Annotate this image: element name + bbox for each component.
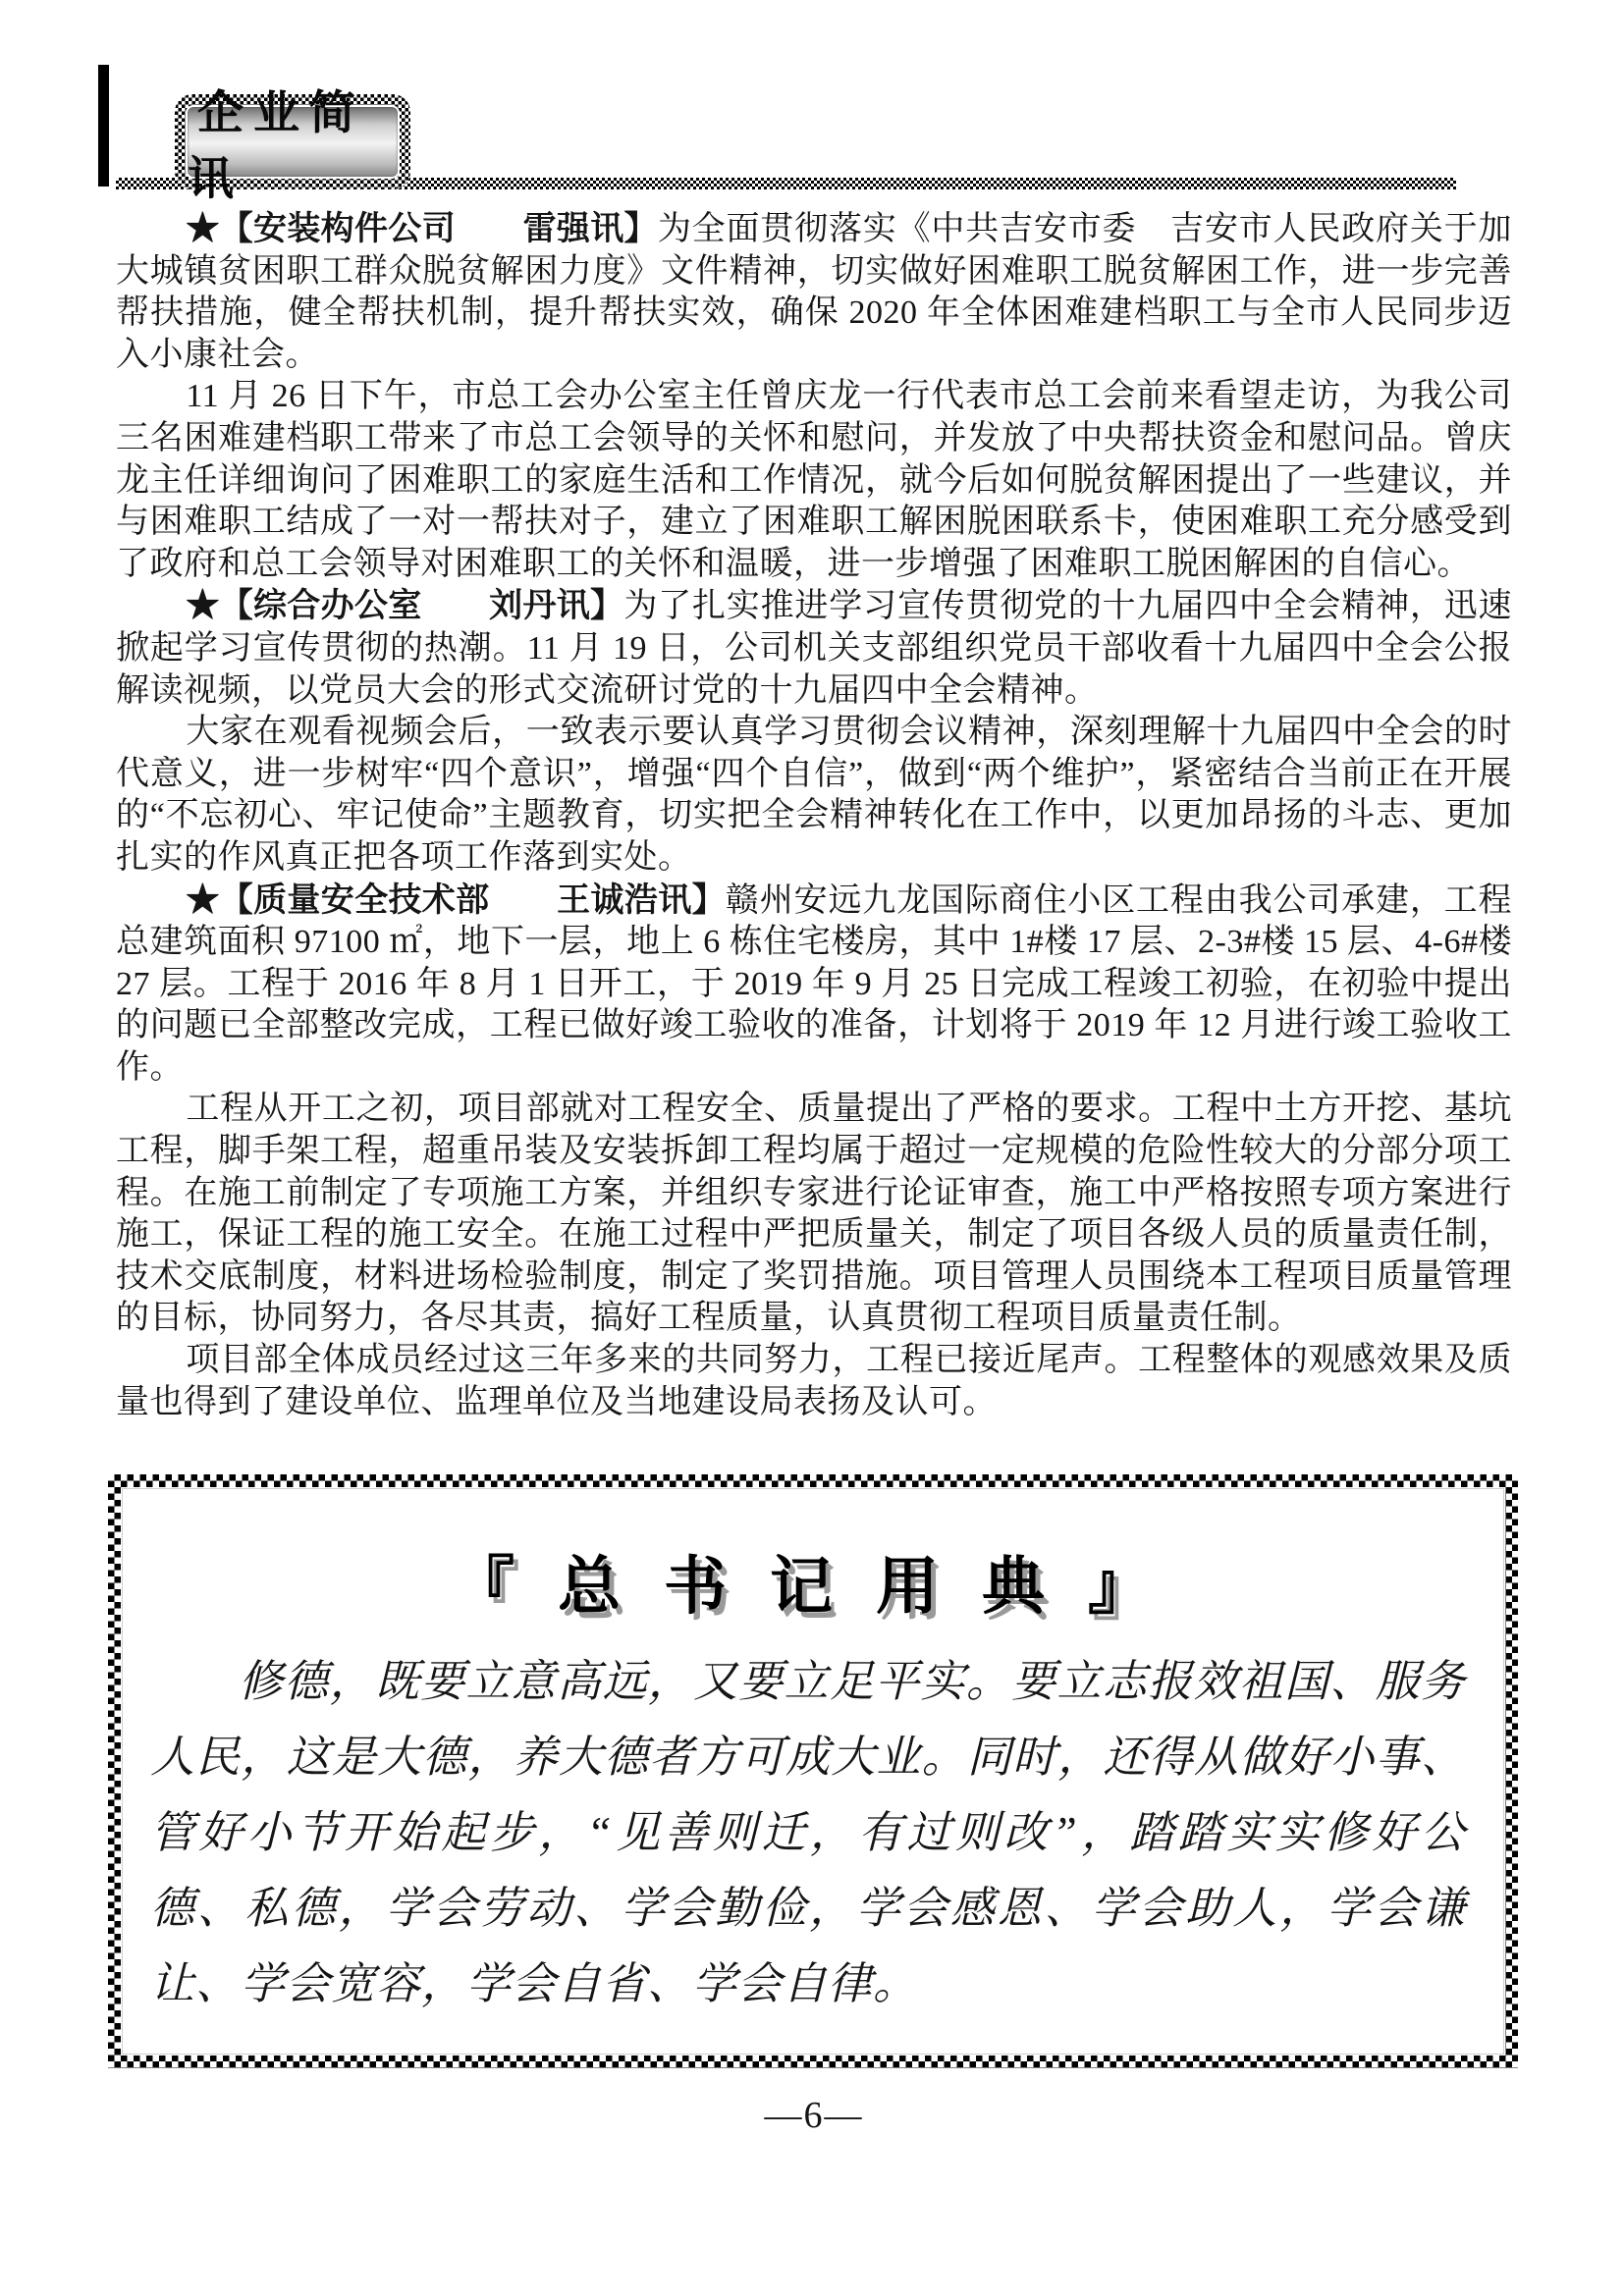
article-lead: ★【综合办公室 刘丹讯】 [186, 587, 624, 625]
article-text: 11 月 26 日下午，市总工会办公室主任曾庆龙一行代表市总工会前来看望走访，为我公司三名困难建档职工带来了市总工会领导的关怀和慰问，并发放了中央帮扶资金和慰问品。曾庆龙主任详细询问了困难职工的家庭生活和工作情况，就今后如何脱贫解困提出了一些建议，并与困难职工结成了一对一帮扶对子，建立了困难职工解困脱困联系卡，使困难职工充分感受到了政府和总工会领导对困难职工的关怀和温暖，进一步增强了困难职工脱困解困的自信心。 [116, 378, 1512, 582]
article-text: 为全面贯彻落实《中共吉安市委 吉安市人民政府关于加大城镇贫困职工群众脱贫解困力度》文件精神，切实做好困难职工脱贫解困工作，进一步完善帮扶措施，健全帮扶机制，提升帮扶实效，确保 2020 年全体困难建档职工与全市人民同步迈入小康社会。 [116, 211, 1513, 373]
article-paragraph-3 [116, 585, 1512, 712]
quote-box [108, 1474, 1518, 2068]
article-paragraph-5 [116, 880, 1512, 1090]
section-badge [175, 85, 410, 204]
article-text: 为了扎实推进学习宣传贯彻党的十九届四中全会精神，迅速掀起学习宣传贯彻的热潮。11 月 19 日，公司机关支部组织党员干部收看十九届四中全会公报解读视频，以党员大会的形式交流研讨党的十九届四中全会精神。 [116, 588, 1513, 709]
article-lead: ★【质量安全技术部 王诚浩讯】 [186, 881, 726, 919]
article-paragraph-1 [116, 208, 1512, 376]
section-badge-label: 企业简讯 [186, 105, 400, 179]
article-paragraph-4 [116, 712, 1512, 879]
article-text: 项目部全体成员经过这三年多来的共同努力，工程已接近尾声。工程整体的观感效果及质量也得到了建设单位、监理单位及当地建设局表扬及认可。 [116, 1342, 1512, 1420]
article-paragraph-7 [116, 1340, 1512, 1423]
quote-box-text: 修德，既要立意高远，又要立足平实。要立志报效祖国、服务人民，这是大德，养大德者方可成大业。同时，还得从做好小事、管好小节开始起步，“见善则迁，有过则改”，踏踏实实修好公德、私德，学会劳动、学会勤俭，学会感恩、学会助人，学会谦让、学会宽容，学会自省、学会自律。 [150, 1657, 1466, 2009]
article-paragraph-6 [116, 1089, 1512, 1340]
quote-box-inner [121, 1487, 1505, 2056]
article-lead: ★【安装构件公司 雷强讯】 [186, 210, 658, 247]
quote-box-title: 『 总 书 记 用 典 』 [452, 1552, 1164, 1623]
article-paragraph-2 [116, 376, 1512, 585]
article-text: 赣州安远九龙国际商住小区工程由我公司承建，工程总建筑面积 97100 ㎡，地下一层，地上 6 栋住宅楼房，其中 1#楼 17 层、2-3#楼 15 层、4-6#楼 27 层。工程于 2016 年 8 月 1 日开工，于 2019 年 9 月 25 日完成工程竣工初验，在初验中提出的问题已全部整改完成，工程已做好竣工验收的准备，计划将于 2019 年 12 月进行竣工验收工作。 [116, 881, 1513, 1086]
page-number: —6— [764, 2095, 864, 2137]
page-header [116, 0, 1512, 208]
scan-artifact-mark [98, 65, 109, 187]
article-text: 大家在观看视频会后，一致表示要认真学习贯彻会议精神，深刻理解十九届四中全会的时代意义，进一步树牢“四个意识”，增强“四个自信”，做到“两个维护”，紧密结合当前正在开展的“不忘初心、牢记使命”主题教育，切实把全会精神转化在工作中，以更加昂扬的斗志、更加扎实的作风真正把各项工作落到实处。 [116, 714, 1512, 876]
article-text: 工程从开工之初，项目部就对工程安全、质量提出了严格的要求。工程中土方开挖、基坑工程，脚手架工程，超重吊装及安装拆卸工程均属于超过一定规模的危险性较大的分部分项工程。在施工前制定了专项施工方案，并组织专家进行论证审查，施工中严格按照专项方案进行施工，保证工程的施工安全。在施工过程中严把质量关，制定了项目各级人员的质量责任制，技术交底制度，材料进场检验制度，制定了奖罚措施。项目管理人员围绕本工程项目质量管理的目标，协同努力，各尽其责，搞好工程质量，认真贯彻工程项目质量责任制。 [116, 1091, 1512, 1337]
